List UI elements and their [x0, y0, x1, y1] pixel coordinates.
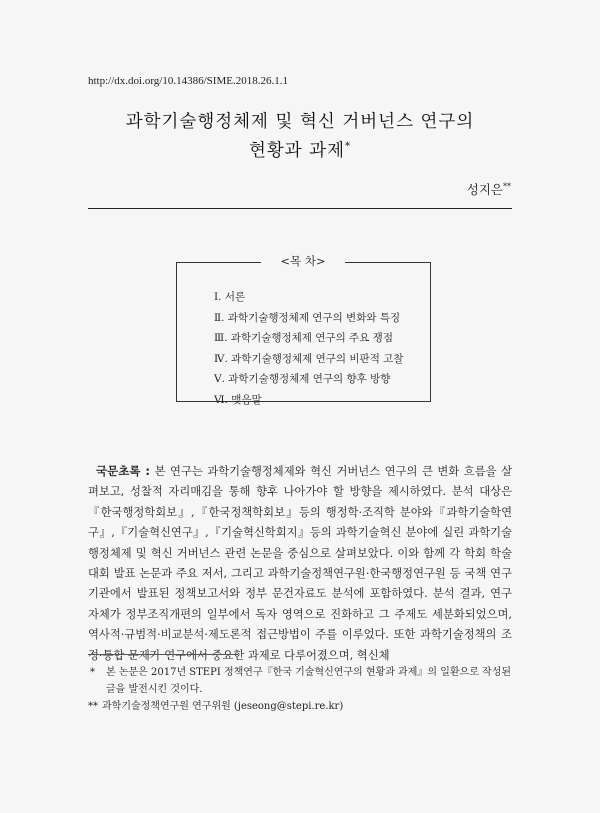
footnote-1-text: 본 논문은 2017년 STEPI 정책연구『한국 기술혁신연구의 현황과 과제』의 일환으로 작성된 글을 발전시킨 것이다. [106, 667, 512, 695]
toc-heading: <목 차> [261, 253, 345, 269]
author-name-text: 성지은 [466, 182, 503, 197]
toc-item: Ⅳ. 과학기술행정체제 연구의 비판적 고찰 [214, 352, 404, 365]
paper-title-line-2 [0, 137, 600, 162]
author-footnote-mark: ** [503, 181, 511, 191]
toc-item: Ⅲ. 과학기술행정체제 연구의 주요 쟁점 [214, 332, 393, 344]
abstract-label: 국문초록 : [96, 464, 150, 478]
toc-list [214, 287, 403, 410]
toc-item: Ⅱ. 과학기술행정체제 연구의 변화와 특징 [214, 311, 401, 324]
korean-abstract [88, 461, 512, 666]
toc-item: Ⅵ. 맺음말 [214, 393, 262, 406]
abstract-text: 본 연구는 과학기술행정체제와 혁신 거버넌스 연구의 큰 변화 흐름을 살펴보고, 성찰적 자리매김을 통해 향후 나아가야 할 방향을 제시하였다. 분석 대상은『한국행정학회보』,『한국정책학회보』등의 행정학·조직학 분야와『과학기술학연구』,『기술혁신연구』,『기술혁신학회지』등의 과학기술혁신 분야에 실린 과학기술행정체제 및 혁신 거버넌스 관련 논문을 중심으로 살펴보았다. 이와 함께 각 학회 학술대회 발표 논문과 주요 저서, 그리고 과학기술정책연구원·한국행정연구원 등 국책 연구기관에서 발표된 정책보고서와 정부 문건자료도 분석에 포함하였다. 분석 결과, 연구 자체가 정부조직개편의 일부에서 독자 영역으로 진화하고 그 주제도 세분화되었으며, 역사적·규범적·비교분석·제도론적 접근방법이 주를 이루었다. 또한 과학기술정책의 조정·통합 문제가 연구에서 중요한 과제로 다루어졌으며, 혁신체 [88, 465, 512, 662]
footnote-2-mark: ** [88, 701, 98, 712]
title-line-2-text: 현황과 과제 [248, 141, 346, 161]
footnote-rule [88, 654, 238, 655]
footnote-1 [88, 664, 512, 698]
footnote-1-mark: * [90, 667, 95, 678]
toc-item: Ⅰ. 서론 [214, 291, 246, 303]
author-name [467, 180, 511, 198]
footnote-2-text: 과학기술정책연구원 연구위원 (jeseong@stepi.re.kr) [102, 701, 344, 712]
toc-item: Ⅴ. 과학기술행정체제 연구의 향후 방향 [214, 373, 391, 385]
footnote-2 [88, 698, 512, 715]
header-rule [88, 208, 512, 209]
doi-link[interactable]: http://dx.doi.org/10.14386/SIME.2018.26.1.1 [88, 75, 288, 87]
title-footnote-mark: * [345, 141, 352, 153]
footnotes [88, 664, 512, 715]
paper-title-line-1 [0, 108, 600, 133]
title-line-1-text: 과학기술행정체제 및 혁신 거버넌스 연구의 [125, 112, 475, 132]
